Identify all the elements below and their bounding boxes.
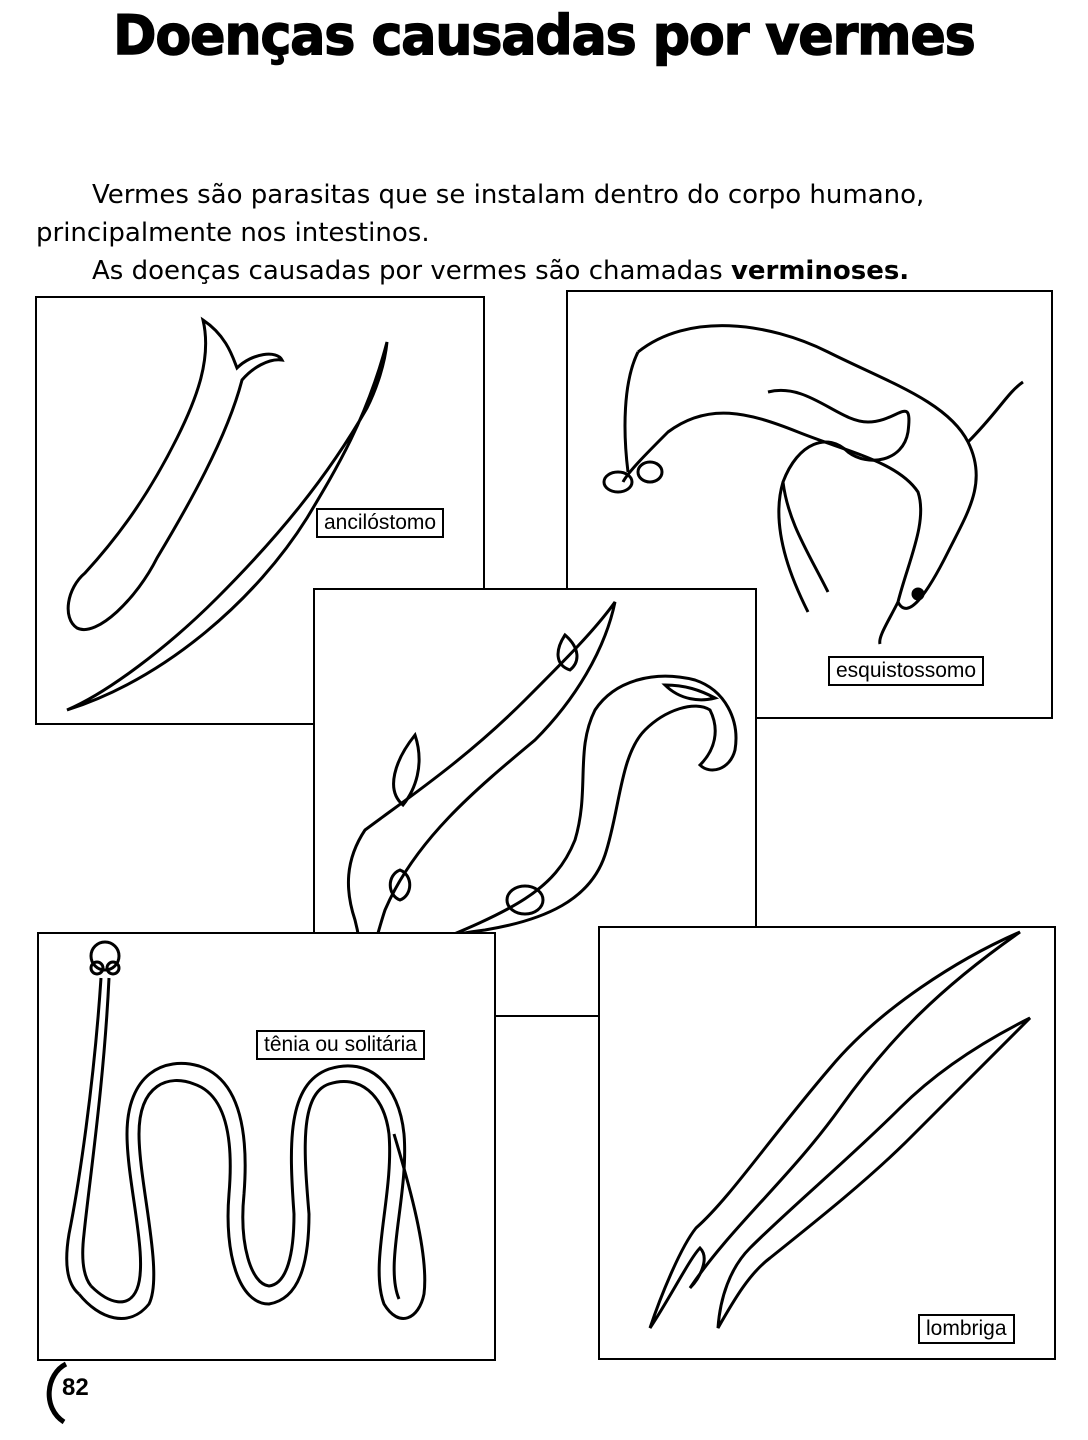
lombriga-label: lombriga — [918, 1314, 1015, 1344]
lombriga-illustration — [600, 928, 1054, 1358]
tenia-label: tênia ou solitária — [256, 1030, 425, 1060]
tenia-illustration — [39, 934, 494, 1359]
esquistossomo-label: esquistossomo — [828, 656, 984, 686]
intro-paragraph: Vermes são parasitas que se instalam dentro do corpo humano, principalmente nos intestinos. — [36, 180, 925, 248]
page-title: Doenças causadas por vermes — [113, 4, 975, 68]
verminoses-term: verminoses. — [730, 256, 910, 286]
ancilostomo-label: ancilóstomo — [316, 508, 444, 538]
tenia-panel — [37, 932, 496, 1361]
page-number: 82 — [62, 1374, 89, 1401]
verminoses-text: As doenças causadas por vermes são chamadas — [92, 256, 731, 286]
verminoses-paragraph — [36, 252, 1088, 290]
lombriga-panel — [598, 926, 1056, 1360]
